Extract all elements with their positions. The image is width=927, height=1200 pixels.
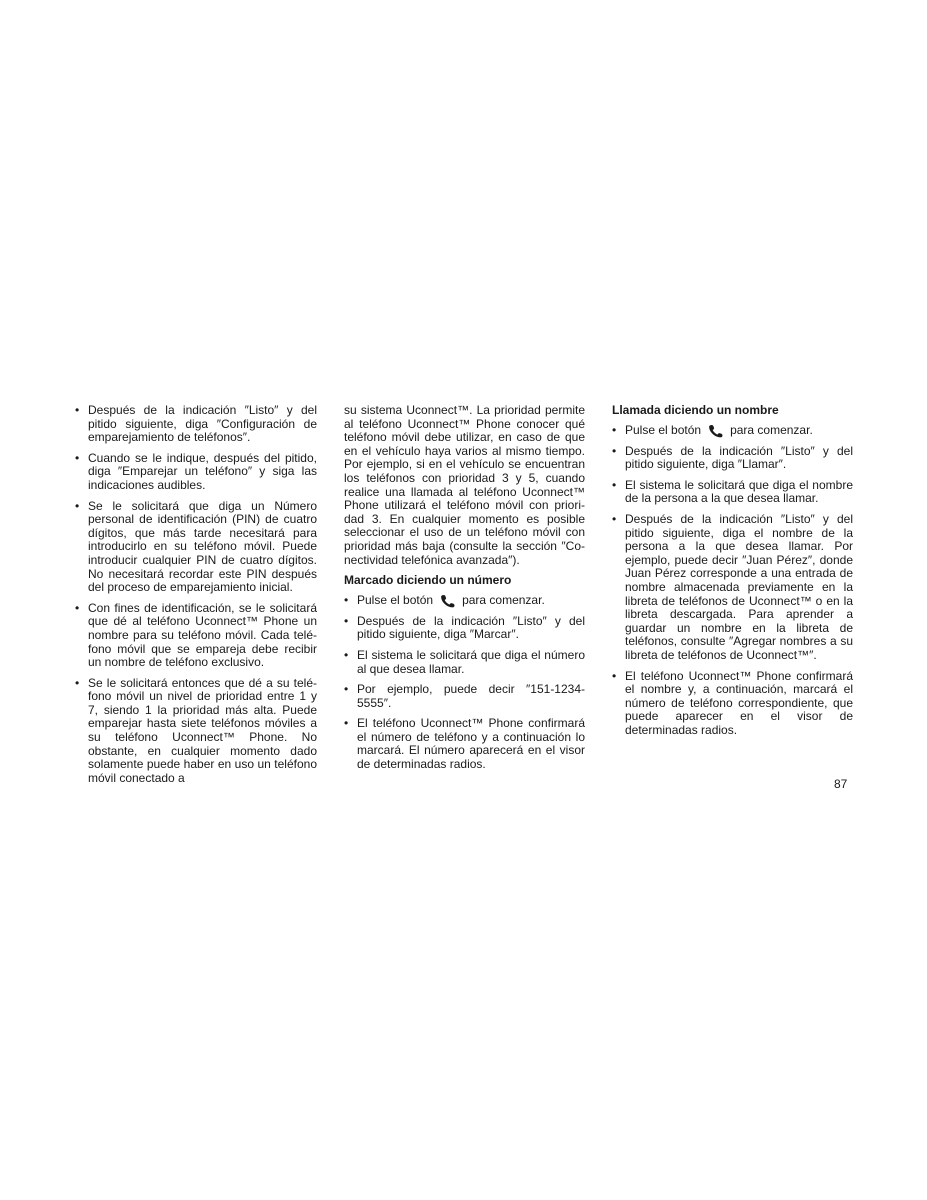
phone-handset-icon (707, 424, 724, 438)
column-3 (612, 404, 853, 744)
list-item: • El teléfono Uconnect™ Phone confirmará el número de teléfono y a continuación lo marcará. El número aparecerá en el visor de determinadas radios. (344, 716, 585, 772)
list-item: • Después de la indicación ″Listo″ y del pitido siguiente, diga ″Marcar″. (344, 613, 585, 642)
section-heading: Llamada diciendo un nombre (612, 403, 779, 417)
list-item: • Después de la indicación ″Listo″ y del pitido siguiente, diga el nombre de la persona a la que desea llamar. Por ejemplo, puede decir ″Juan Pérez″, donde Juan Pérez corresponde a una entrada de nombre almacenada previamente en la libreta de teléfonos de Uconnect™ o en la libreta descargada. Para aprender a guardar un nombre en la libreta de teléfonos, consulte ″Agregar nombres a su libreta de teléfonos de Uconnect™″. (612, 511, 853, 662)
continuation-paragraph: su sistema Uconnect™. La prioridad permite al teléfono Uconnect™ Phone conocer qué teléfono móvil debe utilizar, en caso de que en el vehículo haya varios al mismo tiempo. Por ejemplo, si en el vehículo se encuentran los teléfonos con prioridad 3 y 5, cuando realice una llamada al teléfono Uconnect™ Phone utilizará el teléfono móvil con prioridad 3. En cualquier momento es posible seleccionar el uso de un teléfono móvil con prioridad más baja (consulte la sección ″Conectividad telefónica avanzada″). (344, 403, 585, 567)
column-1 (75, 404, 317, 792)
column-2 (344, 404, 585, 779)
list-item: • Por ejemplo, puede decir ″151-1234-5555″. (344, 682, 585, 710)
list-item: • Pulse el botón para comenzar. (612, 422, 813, 437)
list-item: • Pulse el botón para comenzar. (344, 592, 545, 607)
list-item: • El sistema le solicitará que diga el nombre de la persona a la que desea llamar. (612, 477, 853, 506)
page-number: 87 (834, 777, 848, 791)
list-item: • El sistema le solicitará que diga el número al que desea llamar. (344, 647, 585, 676)
section-heading: Marcado diciendo un número (344, 573, 512, 588)
list-item: • Se le solicitará entonces que dé a su teléfono móvil un nivel de prioridad entre 1 y 7, siendo 1 la prioridad más alta. Puede emparejar hasta siete teléfonos móviles a su teléfono Uconnect™ Phone. No obstante, en cualquier momento dado solamente puede haber en uso un teléfono móvil conectado a (75, 675, 317, 785)
list-item: • Cuando se le indique, después del pitido, diga ″Emparejar un teléfono″ y siga las indicaciones audibles. (75, 450, 317, 492)
list-item: • Se le solicitará que diga un Número personal de identificación (PIN) de cuatro dígitos, que más tarde necesitará para introducirlo en su teléfono móvil. Puede introducir cualquier PIN de cuatro dígitos. No necesitará recordar este PIN después del proceso de emparejamiento inicial. (75, 498, 317, 595)
list-item: • Con fines de identificación, se le solicitará que dé al teléfono Uconnect™ Phone un nombre para su teléfono móvil. Cada teléfono móvil que se empareja debe recibir un nombre de teléfono exclusivo. (75, 600, 317, 670)
list-item: • Después de la indicación ″Listo″ y del pitido siguiente, diga ″Configuración de emparejamiento de teléfonos″. (75, 403, 317, 445)
list-item: • Después de la indicación ″Listo″ y del pitido siguiente, diga ″Llamar″. (612, 443, 853, 472)
list-item: • El teléfono Uconnect™ Phone confirmará el nombre y, a continuación, marcará el número de teléfono correspondiente, que puede aparecer en el visor de determinadas radios. (612, 668, 853, 737)
phone-handset-icon (439, 594, 456, 608)
